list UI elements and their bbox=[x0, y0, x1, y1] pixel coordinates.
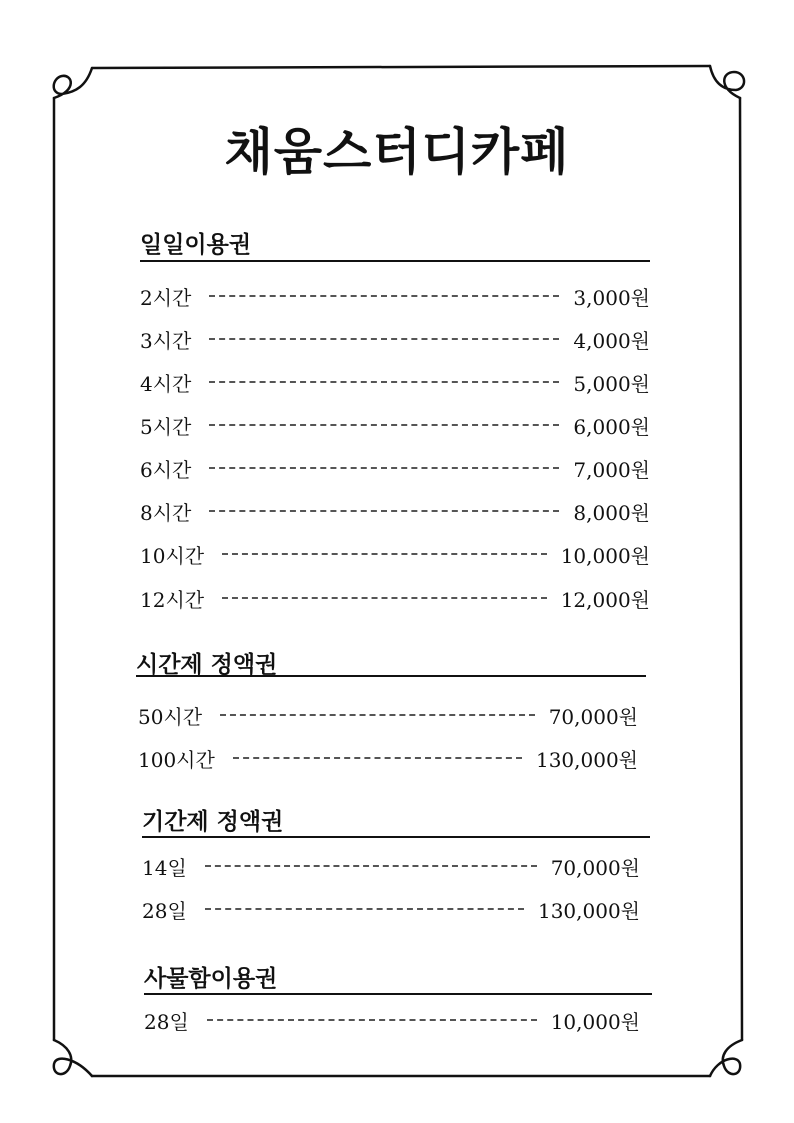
corner-flourish-bottom-left bbox=[54, 1040, 92, 1076]
dotted-leader bbox=[209, 424, 559, 426]
item-name: 100시간 bbox=[138, 747, 215, 772]
item-price: 10,000원 bbox=[550, 1009, 640, 1034]
item-name: 2시간 bbox=[140, 285, 192, 310]
dotted-leader bbox=[222, 553, 547, 555]
page-title: 채움스터디카페 bbox=[224, 123, 570, 181]
item-name: 5시간 bbox=[140, 414, 192, 439]
section-heading-daily-pass: 일일이용권 bbox=[140, 232, 252, 258]
price-row bbox=[140, 583, 650, 613]
section-heading-locker-pass: 사물함이용권 bbox=[144, 966, 278, 992]
section-divider bbox=[140, 260, 650, 262]
section-heading-hourly-package: 시간제 정액권 bbox=[136, 652, 278, 678]
frame-border bbox=[54, 66, 742, 1076]
item-price: 3,000원 bbox=[573, 285, 650, 310]
item-name: 8시간 bbox=[140, 500, 192, 525]
section-heading-period-package: 기간제 정액권 bbox=[142, 809, 284, 835]
dotted-leader bbox=[220, 714, 535, 716]
dotted-leader bbox=[209, 338, 559, 340]
item-price: 10,000원 bbox=[560, 543, 650, 568]
corner-flourish-top-left bbox=[54, 68, 92, 98]
item-name: 6시간 bbox=[140, 457, 192, 482]
item-name: 12시간 bbox=[140, 587, 205, 612]
section-divider bbox=[142, 836, 650, 838]
item-name: 3시간 bbox=[140, 328, 192, 353]
price-row bbox=[138, 700, 638, 730]
dotted-leader bbox=[222, 597, 547, 599]
item-price: 6,000원 bbox=[573, 414, 650, 439]
dotted-leader bbox=[207, 1019, 537, 1021]
dotted-leader bbox=[205, 908, 524, 910]
price-row bbox=[140, 367, 650, 397]
item-price: 8,000원 bbox=[573, 500, 650, 525]
item-price: 130,000원 bbox=[535, 747, 638, 772]
dotted-leader bbox=[209, 510, 559, 512]
price-row bbox=[140, 281, 650, 311]
price-row bbox=[140, 324, 650, 354]
dotted-leader bbox=[233, 757, 522, 759]
dotted-leader bbox=[209, 467, 559, 469]
item-name: 14일 bbox=[142, 855, 187, 880]
item-price: 5,000원 bbox=[573, 371, 650, 396]
price-row bbox=[142, 851, 640, 881]
item-price: 70,000원 bbox=[550, 855, 640, 880]
price-row bbox=[140, 410, 650, 440]
corner-flourish-top-right bbox=[710, 66, 744, 98]
price-row bbox=[140, 539, 650, 569]
item-price: 4,000원 bbox=[573, 328, 650, 353]
item-price: 70,000원 bbox=[548, 704, 638, 729]
dotted-leader bbox=[209, 295, 559, 297]
item-price: 12,000원 bbox=[560, 587, 650, 612]
section-divider bbox=[144, 993, 652, 995]
price-row bbox=[142, 894, 640, 924]
item-name: 50시간 bbox=[138, 704, 203, 729]
item-name: 4시간 bbox=[140, 371, 192, 396]
item-name: 10시간 bbox=[140, 543, 205, 568]
section-divider bbox=[136, 675, 646, 677]
item-name: 28일 bbox=[144, 1009, 189, 1034]
price-row bbox=[140, 496, 650, 526]
dotted-leader bbox=[205, 865, 537, 867]
item-name: 28일 bbox=[142, 898, 187, 923]
item-price: 7,000원 bbox=[573, 457, 650, 482]
dotted-leader bbox=[209, 381, 559, 383]
price-row bbox=[140, 453, 650, 483]
corner-flourish-bottom-right bbox=[710, 1040, 742, 1076]
price-row bbox=[138, 743, 638, 773]
item-price: 130,000원 bbox=[537, 898, 640, 923]
price-row bbox=[144, 1005, 640, 1035]
